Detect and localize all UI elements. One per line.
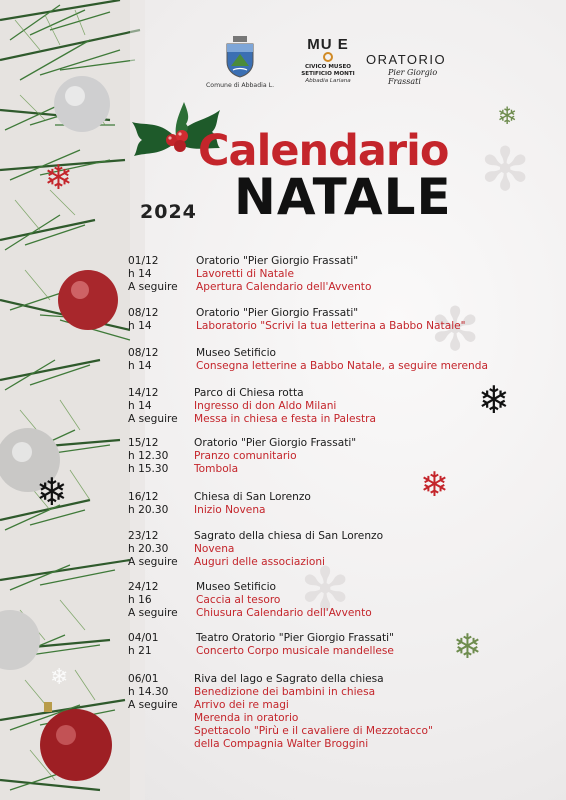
event-line — [128, 450, 558, 463]
event-time: A seguire — [128, 607, 178, 619]
event-line — [128, 594, 558, 607]
event-line — [128, 581, 558, 594]
event-line — [128, 712, 558, 725]
event-date: 15/12 — [128, 437, 159, 449]
event-location: Museo Setificio — [196, 347, 277, 359]
event-time: A seguire — [128, 413, 178, 425]
faint-snowflake-icon: ✻ — [480, 135, 531, 205]
event-line — [128, 400, 558, 413]
event-date: 14/12 — [128, 387, 159, 399]
event-line — [128, 281, 558, 294]
event-date: 08/12 — [128, 307, 159, 319]
event-line — [128, 491, 558, 504]
comune-crest-icon — [225, 36, 255, 78]
event-date: 01/12 — [128, 255, 159, 267]
event-activity: Caccia al tesoro — [196, 594, 281, 606]
event-activity: Chiusura Calendario dell'Avvento — [196, 607, 372, 619]
oratorio-title: ORATORIO — [366, 52, 447, 67]
event-line — [128, 387, 558, 400]
event-line — [128, 320, 558, 333]
event-time: h 20.30 — [128, 504, 169, 516]
event-location: Chiesa di San Lorenzo — [194, 491, 311, 503]
event-location: Teatro Oratorio "Pier Giorgio Frassati" — [196, 632, 394, 644]
green-snowflake-icon: ❄ — [497, 102, 518, 130]
event-time: A seguire — [128, 699, 178, 711]
event-activity: Merenda in oratorio — [194, 712, 299, 724]
event-time: h 16 — [128, 594, 152, 606]
white-snowflake-icon: ❄ — [50, 665, 69, 690]
event-activity: Inizio Novena — [194, 504, 266, 516]
black-snowflake-icon: ❄ — [478, 378, 510, 422]
black-snowflake-icon: ❄ — [36, 470, 68, 514]
event-line — [128, 530, 558, 543]
title-calendario: Calendario — [198, 126, 449, 176]
museo-gear-icon — [318, 52, 338, 62]
event-activity: Lavoretti di Natale — [196, 268, 294, 280]
event-activity: Messa in chiesa e festa in Palestra — [194, 413, 377, 425]
event-line — [128, 360, 558, 373]
event-location: Sagrato della chiesa di San Lorenzo — [194, 530, 384, 542]
event-line — [128, 268, 558, 281]
oratorio-signature: Pier Giorgio Frassati — [388, 68, 438, 86]
event-line — [128, 686, 558, 699]
pine-branches-decoration — [0, 0, 145, 800]
museo-logo — [296, 38, 360, 85]
event-line — [128, 632, 558, 645]
event-activity: Concerto Corpo musicale mandellese — [196, 645, 394, 657]
event-location: Oratorio "Pier Giorgio Frassati" — [196, 307, 359, 319]
event-date: 24/12 — [128, 581, 159, 593]
event-activity: Arrivo dei re magi — [194, 699, 289, 711]
event-line — [128, 725, 558, 738]
museo-line1: CIVICO MUSEO — [304, 64, 352, 70]
event-date: 04/01 — [128, 632, 159, 644]
event-line — [128, 607, 558, 620]
event-time: h 12.30 — [128, 450, 169, 462]
event-location: Oratorio "Pier Giorgio Frassati" — [196, 255, 359, 267]
event-line — [128, 463, 558, 476]
event-activity: Novena — [194, 543, 235, 555]
event-line — [128, 556, 558, 569]
event-time: h 21 — [128, 645, 152, 657]
event-date: 23/12 — [128, 530, 159, 542]
event-time: h 20.30 — [128, 543, 169, 555]
event-activity: Pranzo comunitario — [194, 450, 297, 462]
event-time: h 15.30 — [128, 463, 169, 475]
comune-logo — [205, 36, 275, 89]
event-date: 16/12 — [128, 491, 159, 503]
museo-line3: Abbadia Lariana — [305, 78, 351, 84]
event-line — [128, 437, 558, 450]
event-line — [128, 413, 558, 426]
event-location: Oratorio "Pier Giorgio Frassati" — [194, 437, 357, 449]
event-line — [128, 307, 558, 320]
event-line — [128, 738, 558, 751]
event-activity: Spettacolo "Pirù e il cavaliere di Mezzotacco" — [194, 725, 433, 737]
event-line — [128, 255, 558, 268]
green-snowflake-icon: ❄ — [453, 627, 482, 667]
event-line — [128, 645, 558, 658]
event-time: h 14 — [128, 268, 152, 280]
faint-snowflake-icon: ✻ — [430, 295, 481, 365]
red-snowflake-icon: ❄ — [44, 158, 73, 198]
title-natale: NATALE — [234, 168, 452, 226]
event-activity: Apertura Calendario dell'Avvento — [196, 281, 372, 293]
event-location: Parco di Chiesa rotta — [194, 387, 304, 399]
faint-snowflake-icon: ✻ — [300, 555, 351, 625]
event-activity: Benedizione dei bambini in chiesa — [194, 686, 376, 698]
event-activity: Tombola — [194, 463, 239, 475]
event-time: A seguire — [128, 556, 178, 568]
event-time: h 14 — [128, 360, 152, 372]
event-time: h 14.30 — [128, 686, 169, 698]
comune-caption: Comune di Abbadia L. — [205, 82, 275, 89]
event-location: Museo Setificio — [196, 581, 277, 593]
event-activity: Auguri delle associazioni — [194, 556, 325, 568]
museo-mark: MU E — [307, 36, 349, 53]
event-line — [128, 673, 558, 686]
event-date: 08/12 — [128, 347, 159, 359]
event-activity: Laboratorio "Scrivi la tua letterina a Babbo Natale" — [196, 320, 466, 332]
title-year: 2024 — [140, 201, 197, 223]
event-time: h 14 — [128, 320, 152, 332]
event-location: Riva del lago e Sagrato della chiesa — [194, 673, 384, 685]
museo-line2: SETIFICIO MONTI — [301, 71, 355, 77]
event-line — [128, 504, 558, 517]
event-activity: della Compagnia Walter Broggini — [194, 738, 369, 750]
event-time: A seguire — [128, 281, 178, 293]
event-line — [128, 543, 558, 556]
red-snowflake-icon: ❄ — [420, 465, 449, 505]
event-activity: Ingresso di don Aldo Milani — [194, 400, 337, 412]
event-time: h 14 — [128, 400, 152, 412]
event-activity: Consegna letterine a Babbo Natale, a seguire merenda — [196, 360, 488, 372]
event-line — [128, 347, 558, 360]
event-line — [128, 699, 558, 712]
oratorio-logo — [366, 52, 466, 86]
event-date: 06/01 — [128, 673, 159, 685]
